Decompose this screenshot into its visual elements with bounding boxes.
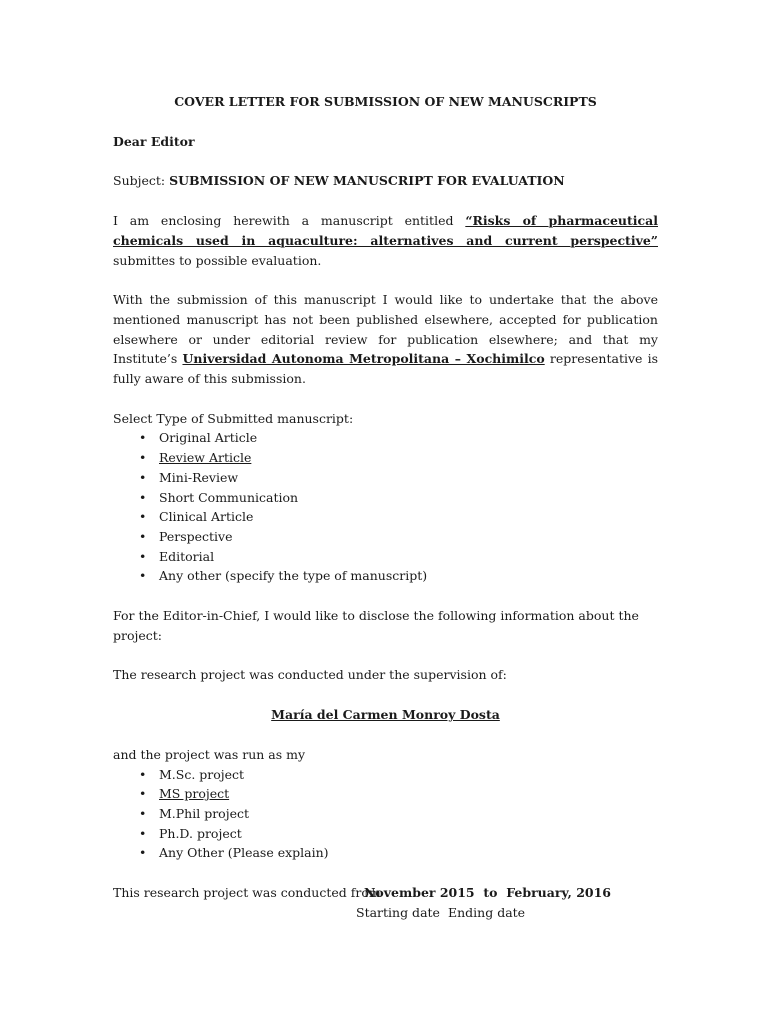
disclose-line: For the Editor-in-Chief, I would like to disclose the following information about the project:	[113, 608, 639, 643]
list-item	[139, 527, 658, 547]
institute-name: Universidad Autonoma Metropolitana – Xochimilco	[182, 351, 545, 367]
manuscript-title: “Risks of pharmaceutical chemicals used in aquaculture: alternatives and current perspective”	[113, 213, 658, 248]
cover-letter-page	[113, 92, 658, 923]
supervision-line: The research project was conducted under the supervision of:	[113, 667, 507, 683]
para2-post: representative is fully aware of this submission.	[113, 351, 658, 387]
starting-date-label: Starting date	[356, 905, 440, 921]
conducted-from-label: This research project was conducted from	[113, 885, 381, 901]
type-label: Editorial	[159, 548, 215, 564]
supervisor-name-line	[113, 705, 658, 725]
list-item	[139, 428, 658, 448]
project-label: Ph.D. project	[159, 825, 242, 841]
supervisor-name: María del Carmen Monroy Dosta	[271, 707, 500, 723]
to-word: to	[483, 885, 498, 901]
project-label: MS project	[159, 786, 230, 802]
list-item	[139, 547, 658, 567]
list-item	[139, 468, 658, 488]
type-label: Perspective	[159, 528, 233, 544]
end-date: February, 2016	[506, 885, 612, 901]
subject-label: Subject:	[113, 173, 170, 189]
manuscript-type-list	[113, 428, 658, 586]
date-values	[364, 883, 611, 903]
start-date: November 2015	[364, 885, 475, 901]
manuscript-paragraph	[113, 211, 658, 270]
list-item	[139, 507, 658, 527]
type-heading: Select Type of Submitted manuscript:	[113, 410, 354, 426]
type-label: Mini-Review	[159, 469, 239, 485]
type-label: Clinical Article	[159, 509, 254, 525]
undertaking-paragraph	[113, 290, 658, 389]
type-label: Original Article	[159, 430, 258, 446]
para1-post: submittes to possible evaluation.	[113, 252, 322, 268]
para1-pre: I am enclosing herewith a manuscript entitled	[113, 213, 466, 229]
subject-value: SUBMISSION OF NEW MANUSCRIPT FOR EVALUATION	[169, 173, 565, 189]
project-type-list	[113, 765, 658, 864]
ending-date-label: Ending date	[448, 905, 526, 921]
project-label: Any Other (Please explain)	[159, 845, 329, 861]
list-item-selected	[139, 784, 658, 804]
salutation: Dear Editor	[113, 133, 195, 149]
type-label: Any other (specify the type of manuscript)	[159, 568, 428, 584]
list-item	[139, 824, 658, 844]
list-item	[139, 566, 658, 586]
type-label: Short Communication	[159, 489, 299, 505]
project-label: M.Phil project	[159, 805, 250, 821]
type-label: Review Article	[159, 450, 252, 466]
dates-caption-row	[113, 903, 658, 923]
page-title: COVER LETTER FOR SUBMISSION OF NEW MANUSCRIPTS	[174, 94, 597, 109]
project-label: M.Sc. project	[159, 766, 245, 782]
list-item-selected	[139, 448, 658, 468]
list-item	[139, 804, 658, 824]
list-item	[139, 488, 658, 508]
para2-pre: With the submission of this manuscript I would like to undertake that the above mentioned manuscript has not been published elsewhere, accepted for publication elsewhere or under editorial review for publication elsewhere; and that my Institute’s	[113, 292, 658, 367]
dates-row	[113, 883, 658, 903]
subject-line	[113, 171, 658, 191]
run-as-line: and the project was run as my	[113, 746, 306, 762]
list-item	[139, 843, 658, 863]
list-item	[139, 765, 658, 785]
